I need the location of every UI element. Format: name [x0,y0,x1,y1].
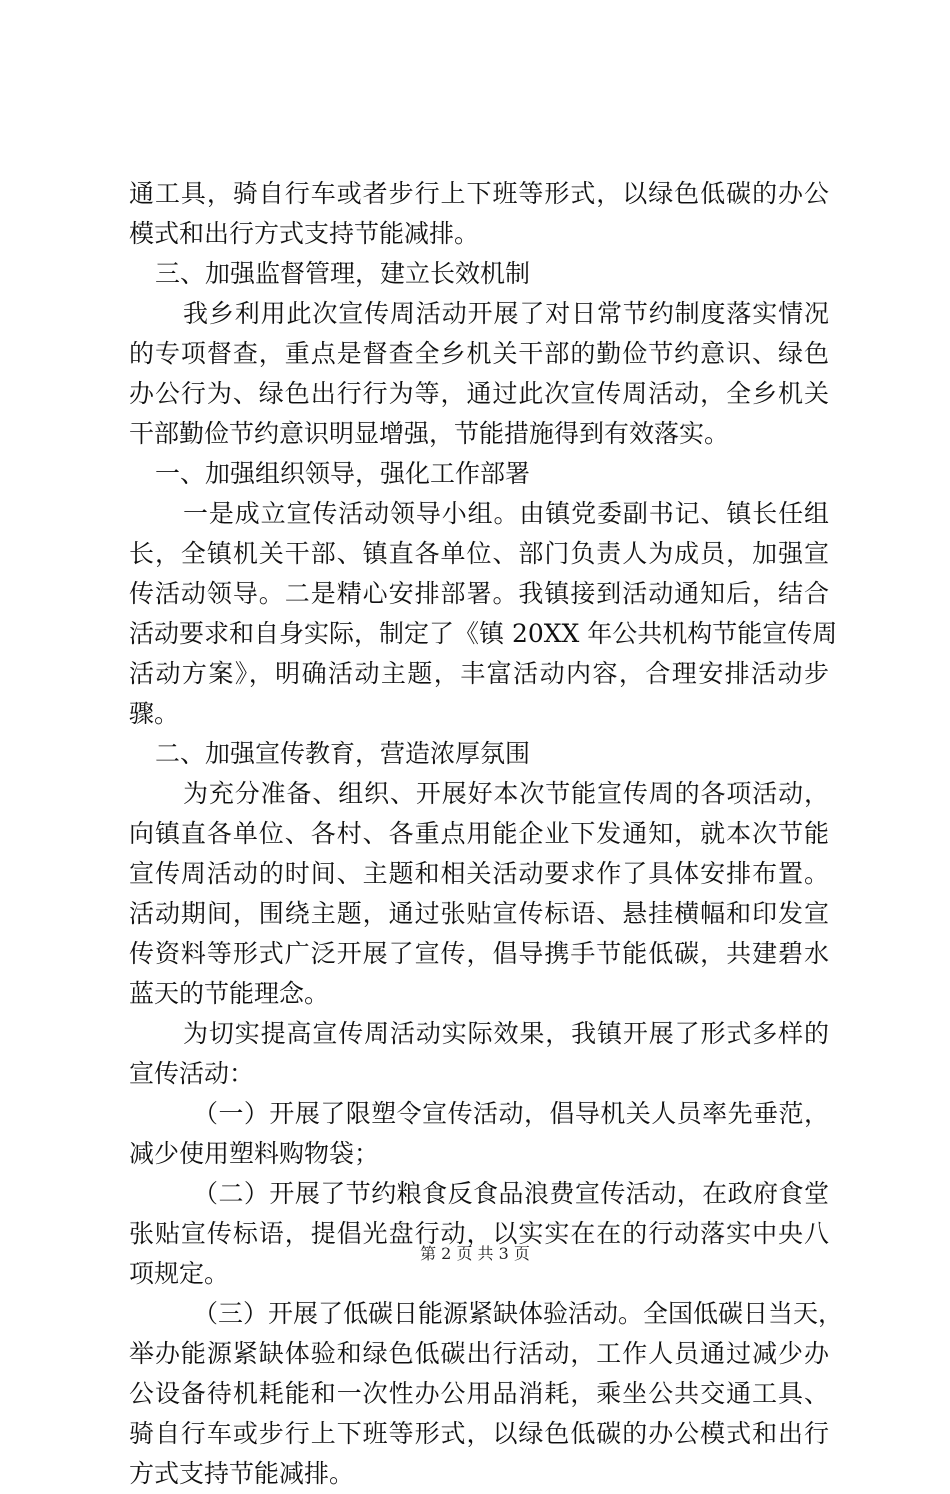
section-heading: 二、加强宣传教育，营造浓厚氛围 [155,739,531,768]
body-line: 项规定。 [129,1259,230,1288]
section-heading: 三、加强监督管理，建立长效机制 [155,259,531,288]
list-item-line: （三）开展了低碳日能源紧缺体验活动。全国低碳日当天， [193,1299,844,1328]
page-number-footer: 第 2 页 共 3 页 [420,1244,530,1263]
body-line: 宣传活动： [129,1059,255,1088]
body-line: 通工具，骑自行车或者步行上下班等形式，以绿色低碳的办公 [129,179,829,208]
body-line: 长，全镇机关干部、镇直各单位、部门负责人为成员，加强宣 [129,539,829,568]
body-line: 活动期间，围绕主题，通过张贴宣传标语、悬挂横幅和印发宣 [129,899,829,928]
body-line: 方式支持节能减排。 [129,1459,355,1488]
body-line: 的专项督查，重点是督查全乡机关干部的勤俭节约意识、绿色 [129,339,829,368]
body-line: 模式和出行方式支持节能减排。 [129,219,480,248]
body-line: 骑自行车或步行上下班等形式，以绿色低碳的办公模式和出行 [129,1419,829,1448]
document-body [129,174,844,1494]
body-line: 传资料等形式广泛开展了宣传，倡导携手节能低碳，共建碧水 [129,939,829,968]
body-line: 张贴宣传标语，提倡光盘行动，以实实在在的行动落实中央八 [129,1219,829,1248]
body-line: 办公行为、绿色出行行为等，通过此次宣传周活动，全乡机关 [129,379,829,408]
body-line: 骤。 [129,699,180,728]
body-line: 向镇直各单位、各村、各重点用能企业下发通知，就本次节能 [129,819,829,848]
body-line: 一是成立宣传活动领导小组。由镇党委副书记、镇长任组 [183,499,829,528]
list-item-line: （一）开展了限塑令宣传活动，倡导机关人员率先垂范， [193,1099,829,1128]
body-line: 干部勤俭节约意识明显增强，节能措施得到有效落实。 [129,419,730,448]
body-line: 蓝天的节能理念。 [129,979,330,1008]
body-line: 公设备待机耗能和一次性办公用品消耗，乘坐公共交通工具、 [129,1379,829,1408]
body-line: 为切实提高宣传周活动实际效果，我镇开展了形式多样的 [183,1019,829,1048]
body-line: 为充分准备、组织、开展好本次节能宣传周的各项活动， [183,779,829,808]
section-heading: 一、加强组织领导，强化工作部署 [155,459,531,488]
body-line: 我乡利用此次宣传周活动开展了对日常节约制度落实情况 [183,299,829,328]
body-line: 活动要求和自身实际，制定了《镇 20XX 年公共机构节能宣传周 [129,619,838,648]
body-line: 活动方案》，明确活动主题，丰富活动内容，合理安排活动步 [129,659,829,688]
body-line: 宣传周活动的时间、主题和相关活动要求作了具体安排布置。 [129,859,829,888]
list-item-line: （二）开展了节约粮食反食品浪费宣传活动，在政府食堂 [193,1179,829,1208]
body-line: 传活动领导。二是精心安排部署。我镇接到活动通知后，结合 [129,579,829,608]
body-line: 减少使用塑料购物袋； [129,1139,380,1168]
body-line: 举办能源紧缺体验和绿色低碳出行活动，工作人员通过减少办 [129,1339,829,1368]
